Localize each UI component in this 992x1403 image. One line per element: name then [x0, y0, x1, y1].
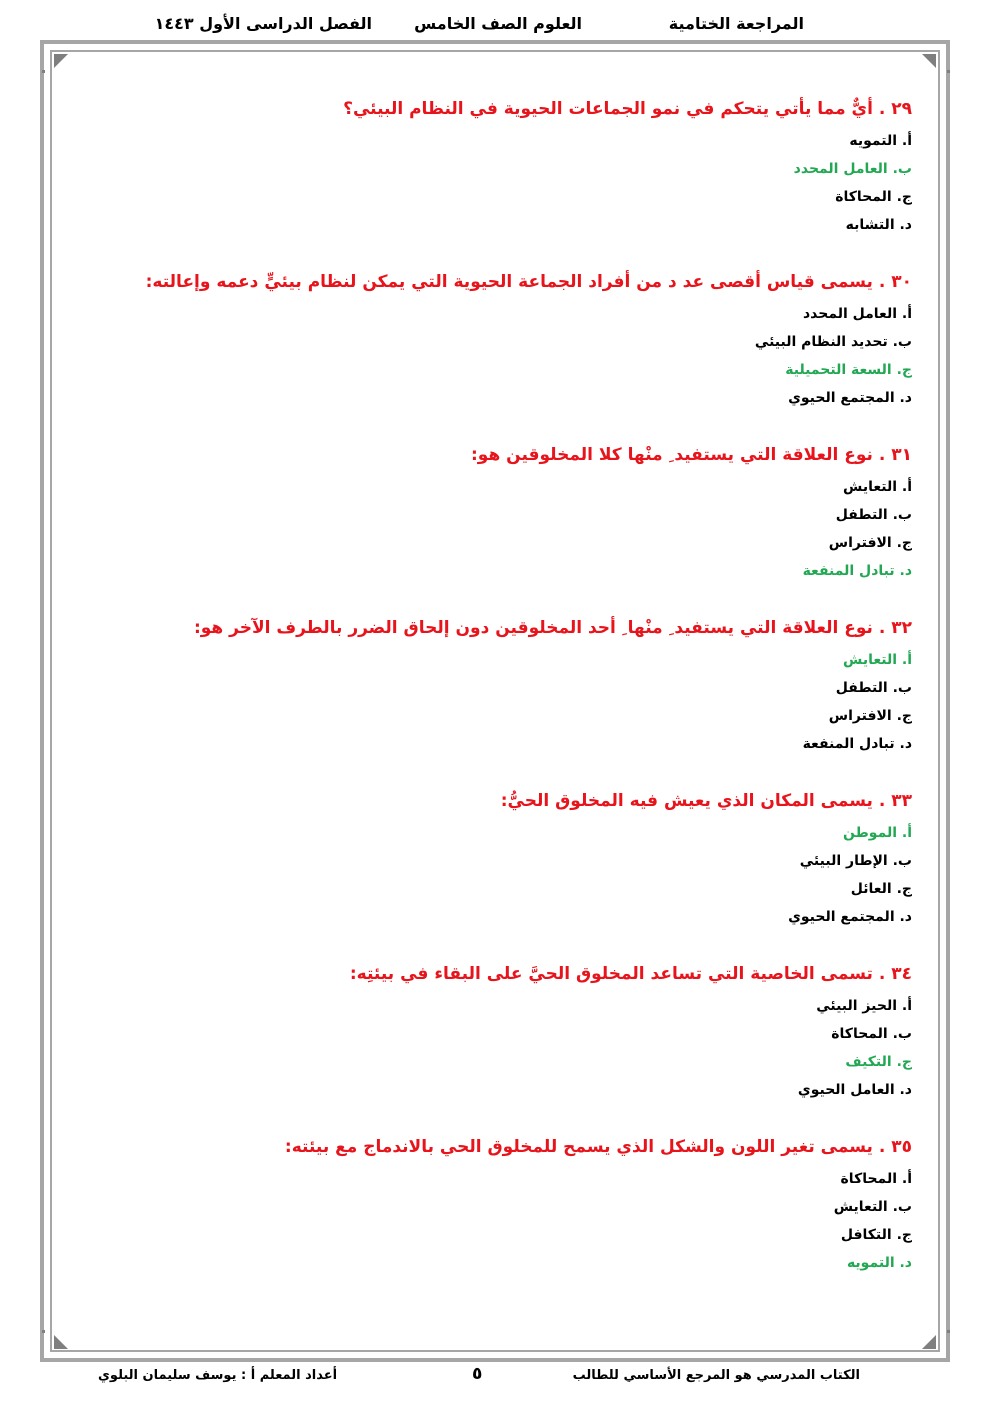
- question-text: ٣١ . نوع العلاقة التي يستفيد ِ منْها كلا المخلوقين هو:: [470, 445, 912, 465]
- question-block: [145, 268, 912, 412]
- answer-option: ج. العائل: [850, 881, 912, 897]
- correct-answer-option: أ. الموطن: [843, 825, 912, 841]
- frame-dot: [42, 1330, 45, 1333]
- page-number: ٥: [472, 1364, 483, 1384]
- answer-option: ج. المحاكاة: [835, 189, 912, 205]
- answer-option: ب. التعايش: [833, 1199, 912, 1215]
- footer-author: أعداد المعلم أ : يوسف سليمان البلوي: [98, 1368, 338, 1383]
- answer-option: ب. الإطار البيئي: [799, 853, 912, 869]
- question-block: [152, 960, 912, 1104]
- answer-option: د. المجتمع الحيوي: [788, 909, 912, 925]
- question-text: ٣٠ . يسمى قياس أقصى عد د من أفراد الجماعة الحيوية التي يمكن لنظام بيئيٍّ دعمه وإعالته:: [145, 272, 912, 292]
- question-block: [152, 614, 912, 758]
- corner-ornament: [922, 1335, 936, 1349]
- answer-option: ج. التكافل: [840, 1227, 912, 1243]
- corner-ornament: [54, 1335, 68, 1349]
- question-text: ٣٢ . نوع العلاقة التي يستفيد ِ منْها ِ أحد المخلوقين دون إلحاق الضرر بالطرف الآخر هو:: [193, 618, 912, 638]
- correct-answer-option: ج. السعة التحميلية: [785, 362, 912, 378]
- answer-option: د. المجتمع الحيوي: [788, 390, 912, 406]
- answer-option: أ. العامل المحدد: [802, 306, 912, 322]
- footer-note: الكتاب المدرسي هو المرجع الأساسي للطالب: [572, 1368, 860, 1383]
- answer-option: أ. التمويه: [849, 133, 912, 149]
- answer-option: ب. تحديد النظام البيئي: [754, 334, 912, 350]
- correct-answer-option: ب. العامل المحدد: [793, 161, 912, 177]
- question-text: ٣٣ . يسمى المكان الذي يعيش فيه المخلوق الحيُّ:: [500, 791, 912, 811]
- correct-answer-option: أ. التعايش: [843, 652, 912, 668]
- correct-answer-option: ج. التكيف: [845, 1054, 912, 1070]
- page-footer: [0, 1364, 992, 1394]
- page-header: [0, 10, 992, 40]
- question-block: [152, 441, 912, 585]
- answer-option: ج. الافتراس: [828, 535, 912, 551]
- questions-list: [145, 95, 912, 1306]
- header-term: الفصل الدراسى الأول ١٤٤٣: [154, 14, 372, 33]
- answer-option: أ. الحيز البيئي: [816, 998, 912, 1014]
- question-text: ٣٤ . تسمى الخاصية التي تساعد المخلوق الحيَّ على البقاء في بيئتِه:: [349, 964, 912, 984]
- corner-ornament: [54, 54, 68, 68]
- question-block: [152, 95, 912, 239]
- answer-option: ب. المحاكاة: [831, 1026, 912, 1042]
- header-title: المراجعة الختامية: [668, 14, 804, 33]
- question-block: [152, 1133, 912, 1277]
- answer-option: أ. المحاكاة: [840, 1171, 912, 1187]
- answer-option: ب. التطفل: [835, 680, 912, 696]
- question-block: [152, 787, 912, 931]
- question-text: ٢٩ . أيٌّ مما يأتي يتحكم في نمو الجماعات الحيوية في النظام البيئي؟: [343, 99, 912, 119]
- frame-dot: [947, 70, 950, 73]
- answer-option: أ. التعايش: [843, 479, 912, 495]
- question-text: ٣٥ . يسمى تغير اللون والشكل الذي يسمح للمخلوق الحي بالاندماج مع بيئته:: [284, 1137, 912, 1157]
- answer-option: ج. الافتراس: [828, 708, 912, 724]
- corner-ornament: [922, 54, 936, 68]
- answer-option: د. العامل الحيوي: [797, 1082, 912, 1098]
- frame-dot: [42, 70, 45, 73]
- answer-option: د. تبادل المنفعة: [802, 736, 912, 752]
- correct-answer-option: د. تبادل المنفعة: [802, 563, 912, 579]
- frame-dot: [947, 1330, 950, 1333]
- header-subject: العلوم الصف الخامس: [414, 14, 582, 33]
- answer-option: د. التشابه: [845, 217, 912, 233]
- answer-option: ب. التطفل: [835, 507, 912, 523]
- correct-answer-option: د. التمويه: [846, 1255, 912, 1271]
